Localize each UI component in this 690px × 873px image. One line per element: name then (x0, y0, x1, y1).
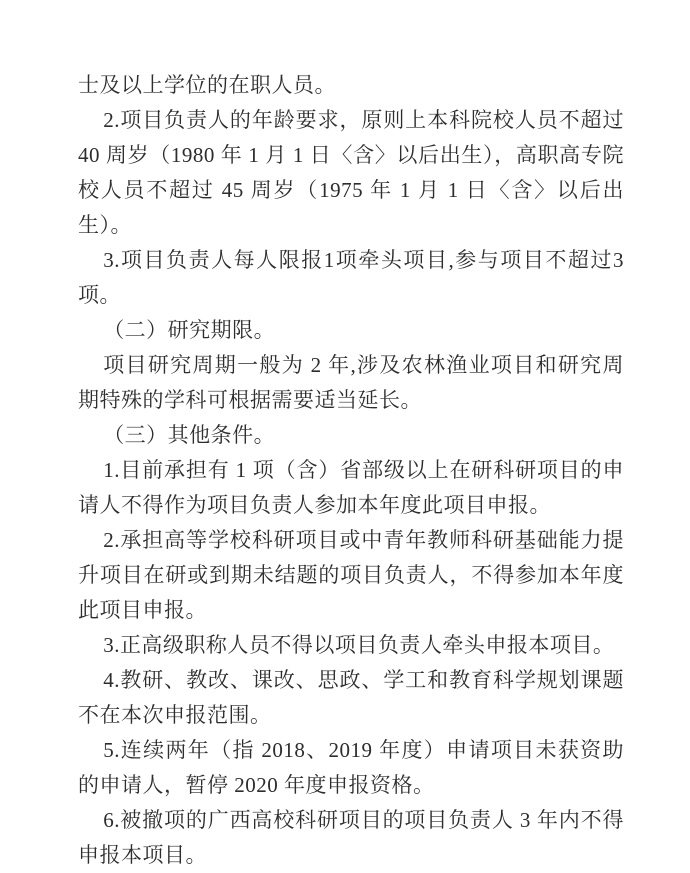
section-heading-3: （三）其他条件。 (103, 423, 276, 447)
paragraph-other-5: 5.连续两年（指 2018、2019 年度）申请项目未获资助的申请人，暂停 2020 年度申报资格。 (78, 738, 624, 797)
paragraph-research-period: 项目研究周期一般为 2 年,涉及农林渔业项目和研究周期特殊的学科可根据需要适当延长。 (78, 353, 624, 412)
paragraph-item-2: 2.项目负责人的年龄要求，原则上本科院校人员不超过 40 周岁（1980 年 1 月 1 日〈含〉以后出生），高职高专院校人员不超过 45 周岁（1975 年 1 月 1 日〈含〉以后出生）。 (78, 108, 624, 237)
paragraph-other-6: 6.被撤项的广西高校科研项目的项目负责人 3 年内不得申报本项目。 (78, 808, 624, 867)
paragraph-other-4: 4.教研、教改、课改、思政、学工和教育科学规划课题不在本次申报范围。 (78, 668, 624, 727)
paragraph-other-1: 1.目前承担有 1 项（含）省部级以上在研科研项目的申请人不得作为项目负责人参加本年度此项目申报。 (78, 458, 624, 517)
section-heading-2: （二）研究期限。 (103, 318, 276, 342)
paragraph-other-3: 3.正高级职称人员不得以项目负责人牵头申报本项目。 (103, 633, 615, 657)
paragraph-item-3: 3.项目负责人每人限报1项牵头项目,参与项目不超过3项。 (78, 248, 624, 307)
paragraph-other-2: 2.承担高等学校科研项目或中青年教师科研基础能力提升项目在研或到期未结题的项目负责人，不得参加本年度此项目申报。 (78, 528, 624, 622)
paragraph-continuation: 士及以上学位的在职人员。 (78, 73, 336, 97)
